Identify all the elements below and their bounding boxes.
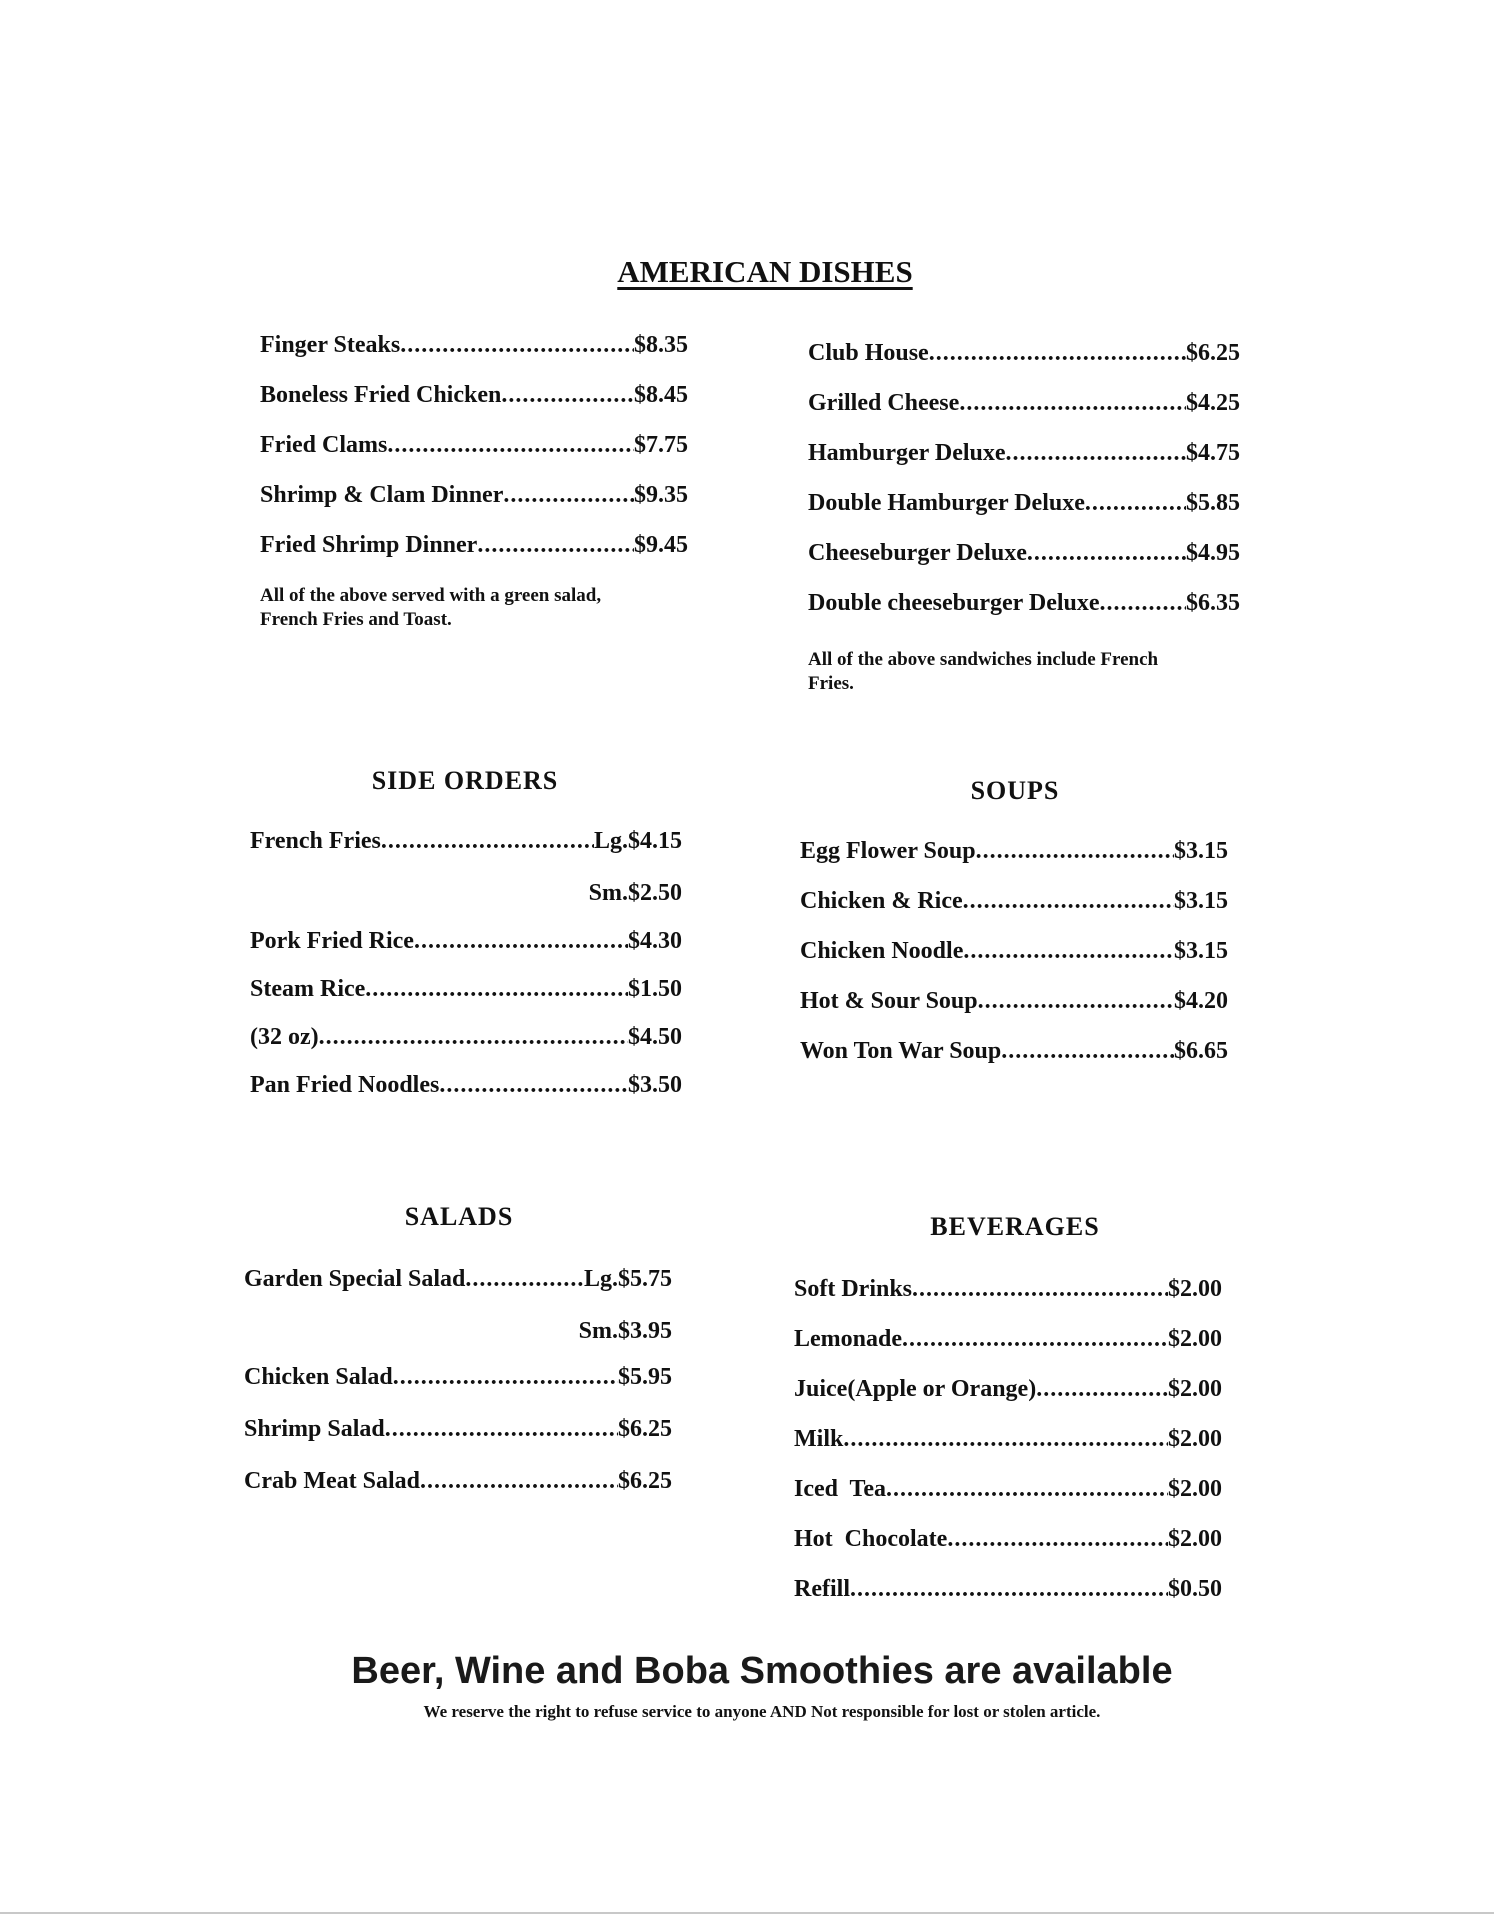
- leader-dots: [393, 1364, 618, 1391]
- item-name: Chicken Salad: [244, 1364, 393, 1390]
- footer-headline: Beer, Wine and Boba Smoothies are available: [351, 1650, 1173, 1692]
- item-name: Egg Flower Soup: [800, 838, 976, 864]
- item-price: $6.35: [1186, 590, 1240, 616]
- item-name: Juice(Apple or Orange): [794, 1376, 1037, 1402]
- item-name: Refill: [794, 1576, 850, 1602]
- leader-dots: [465, 1266, 584, 1293]
- item-name: Iced Tea: [794, 1476, 887, 1502]
- menu-item: [250, 928, 682, 976]
- item-price: $8.45: [634, 382, 688, 408]
- item-name: Double Hamburger Deluxe: [808, 490, 1085, 516]
- beverages-section: [794, 1276, 1222, 1626]
- leader-dots: [912, 1276, 1168, 1303]
- item-price: $4.25: [1186, 390, 1240, 416]
- item-name: Chicken & Rice: [800, 888, 963, 914]
- leader-dots: [319, 1024, 628, 1051]
- item-price: $8.35: [634, 332, 688, 358]
- leader-dots: [947, 1526, 1168, 1553]
- menu-item: [260, 482, 688, 532]
- leader-dots: [503, 482, 634, 509]
- menu-item-small-size: [250, 880, 682, 928]
- item-name: Club House: [808, 340, 929, 366]
- american-left-note: [260, 584, 688, 632]
- menu-item: [244, 1416, 672, 1468]
- item-price: $6.65: [1174, 1038, 1228, 1064]
- menu-item: [260, 432, 688, 482]
- menu-item: [808, 440, 1240, 490]
- american-right-note: [808, 648, 1240, 696]
- menu-item: [808, 490, 1240, 540]
- item-price: $2.00: [1168, 1276, 1222, 1302]
- menu-item: [260, 332, 688, 382]
- menu-item: [794, 1376, 1222, 1426]
- item-price-large: Lg.$5.75: [583, 1266, 672, 1292]
- salads-heading: SALADS: [404, 1202, 514, 1231]
- american-dishes-right-list: [808, 340, 1240, 640]
- item-name: Pork Fried Rice: [250, 928, 414, 954]
- leader-dots: [959, 390, 1186, 417]
- leader-dots: [1006, 440, 1186, 467]
- item-price: $3.15: [1174, 888, 1228, 914]
- menu-item: [250, 1024, 682, 1072]
- leader-dots: [400, 332, 634, 359]
- leader-dots: [963, 888, 1174, 915]
- soups-list: [800, 838, 1228, 1088]
- item-name: Cheeseburger Deluxe: [808, 540, 1027, 566]
- menu-item: [250, 1072, 682, 1120]
- menu-item: [800, 1038, 1228, 1088]
- item-name: Hamburger Deluxe: [808, 440, 1006, 466]
- item-price: $2.00: [1168, 1526, 1222, 1552]
- menu-item: [808, 590, 1240, 640]
- item-price: $2.00: [1168, 1476, 1222, 1502]
- side-orders-list: [250, 828, 682, 1120]
- leader-dots: [387, 432, 634, 459]
- side-orders-section: [250, 828, 682, 1120]
- menu-item: [800, 838, 1228, 888]
- menu-item: [244, 1364, 672, 1416]
- item-name: Shrimp & Clam Dinner: [260, 482, 504, 508]
- note-line: French Fries and Toast.: [260, 609, 452, 630]
- menu-item: [794, 1276, 1222, 1326]
- leader-dots: [976, 838, 1174, 865]
- item-price-small: Sm.$2.50: [588, 880, 682, 906]
- item-price: $3.50: [628, 1072, 682, 1098]
- item-name: Chicken Noodle: [800, 938, 964, 964]
- item-name: Fried Clams: [260, 432, 388, 458]
- item-price: $9.35: [634, 482, 688, 508]
- item-price: $4.20: [1174, 988, 1228, 1014]
- item-price-large: Lg.$4.15: [593, 828, 682, 854]
- item-name: Grilled Cheese: [808, 390, 960, 416]
- leader-dots: [963, 938, 1174, 965]
- footer-disclaimer: We reserve the right to refuse service to anyone AND Not responsible for lost or stolen article.: [423, 1702, 1101, 1721]
- leader-dots: [902, 1326, 1168, 1353]
- leader-dots: [850, 1576, 1168, 1603]
- item-price: $3.15: [1174, 838, 1228, 864]
- item-price: $4.95: [1186, 540, 1240, 566]
- item-price: $6.25: [618, 1468, 672, 1494]
- menu-item: [800, 938, 1228, 988]
- item-name: Shrimp Salad: [244, 1416, 385, 1442]
- item-price-small: Sm.$3.95: [578, 1318, 672, 1344]
- scan-edge-divider: [0, 1912, 1494, 1914]
- menu-item: [794, 1576, 1222, 1626]
- leader-dots: [1036, 1376, 1168, 1403]
- leader-dots: [1085, 490, 1186, 517]
- item-price: $9.45: [634, 532, 688, 558]
- item-name: Double cheeseburger Deluxe: [808, 590, 1100, 616]
- leader-dots: [886, 1476, 1168, 1503]
- leader-dots: [414, 928, 628, 955]
- item-price: $6.25: [618, 1416, 672, 1442]
- item-name: Finger Steaks: [260, 332, 401, 358]
- leader-dots: [1027, 540, 1186, 567]
- soups-section: [800, 838, 1228, 1088]
- item-name: Hot Chocolate: [794, 1526, 948, 1552]
- beverages-heading: BEVERAGES: [930, 1212, 1100, 1241]
- menu-item: [794, 1526, 1222, 1576]
- menu-item: [794, 1326, 1222, 1376]
- leader-dots: [1100, 590, 1186, 617]
- item-price: $4.50: [628, 1024, 682, 1050]
- menu-item: [794, 1476, 1222, 1526]
- note-line: All of the above sandwiches include French: [808, 649, 1159, 670]
- item-price: $3.15: [1174, 938, 1228, 964]
- item-name: Pan Fried Noodles: [250, 1072, 440, 1098]
- item-name: Won Ton War Soup: [800, 1038, 1002, 1064]
- item-name: Boneless Fried Chicken: [260, 382, 502, 408]
- menu-item: [244, 1266, 672, 1318]
- menu-item-small-size: [244, 1318, 672, 1364]
- item-name: Hot & Sour Soup: [800, 988, 978, 1014]
- leader-dots: [420, 1468, 618, 1495]
- item-name: Soft Drinks: [794, 1276, 913, 1302]
- leader-dots: [385, 1416, 618, 1443]
- american-dishes-left-list: [260, 332, 688, 582]
- leader-dots: [843, 1426, 1168, 1453]
- leader-dots: [1001, 1038, 1174, 1065]
- beverages-list: [794, 1276, 1222, 1626]
- menu-item: [260, 532, 688, 582]
- menu-item: [244, 1468, 672, 1520]
- american-dishes-left: [260, 332, 688, 632]
- page-title: AMERICAN DISHES: [617, 254, 913, 289]
- salads-section: [244, 1266, 672, 1520]
- soups-heading: SOUPS: [970, 776, 1060, 805]
- menu-item: [794, 1426, 1222, 1476]
- side-orders-heading: SIDE ORDERS: [371, 766, 559, 795]
- item-price: $6.25: [1186, 340, 1240, 366]
- salads-list: [244, 1266, 672, 1520]
- leader-dots: [929, 340, 1186, 367]
- item-price: $7.75: [634, 432, 688, 458]
- item-price: $4.75: [1186, 440, 1240, 466]
- item-price: $4.30: [628, 928, 682, 954]
- leader-dots: [439, 1072, 628, 1099]
- menu-item: [250, 828, 682, 880]
- menu-item: [808, 390, 1240, 440]
- item-price: $2.00: [1168, 1426, 1222, 1452]
- note-line: Fries.: [808, 673, 854, 694]
- note-line: All of the above served with a green salad,: [260, 585, 602, 606]
- item-name: (32 oz): [250, 1024, 319, 1050]
- menu-item: [808, 340, 1240, 390]
- menu-item: [250, 976, 682, 1024]
- item-price: $5.95: [618, 1364, 672, 1390]
- menu-item: [800, 988, 1228, 1038]
- menu-item: [808, 540, 1240, 590]
- leader-dots: [501, 382, 634, 409]
- item-price: $0.50: [1168, 1576, 1222, 1602]
- item-name: Fried Shrimp Dinner: [260, 532, 478, 558]
- item-name: Steam Rice: [250, 976, 366, 1002]
- menu-item: [800, 888, 1228, 938]
- item-price: $2.00: [1168, 1326, 1222, 1352]
- item-price: $5.85: [1186, 490, 1240, 516]
- item-price: $1.50: [628, 976, 682, 1002]
- item-name: Crab Meat Salad: [244, 1468, 420, 1494]
- item-name: Milk: [794, 1426, 844, 1452]
- item-name: Garden Special Salad: [244, 1266, 466, 1292]
- item-name: French Fries: [250, 828, 381, 854]
- leader-dots: [477, 532, 634, 559]
- leader-dots: [365, 976, 628, 1003]
- leader-dots: [381, 828, 594, 855]
- leader-dots: [978, 988, 1174, 1015]
- item-name: Lemonade: [794, 1326, 902, 1352]
- menu-item: [260, 382, 688, 432]
- item-price: $2.00: [1168, 1376, 1222, 1402]
- american-dishes-right: [808, 340, 1240, 696]
